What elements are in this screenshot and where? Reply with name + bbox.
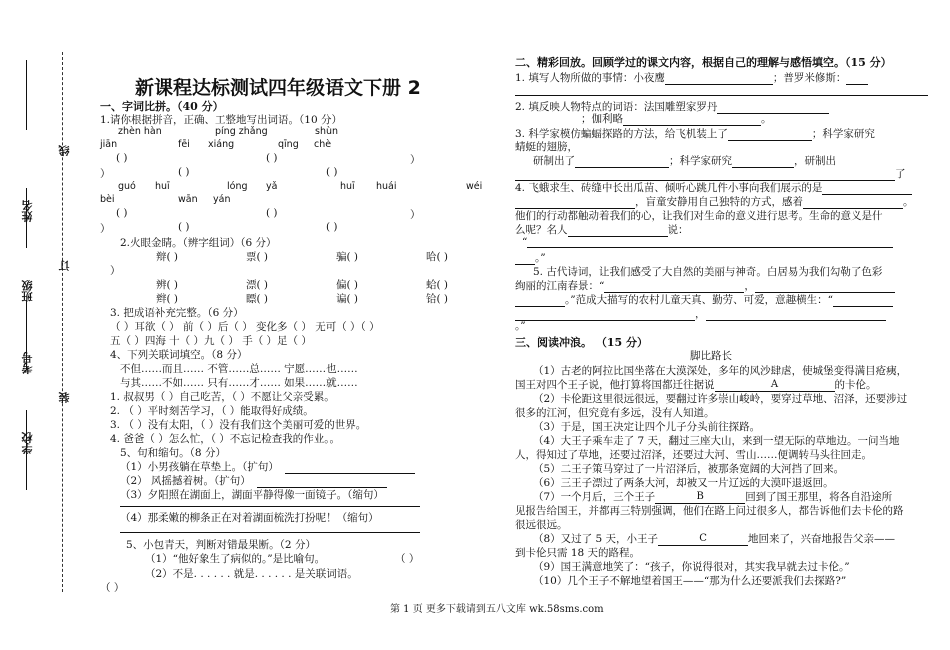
s2-q4d[interactable]: 么呢？名人 说：: [515, 224, 689, 236]
pinyin: zhèn hàn: [118, 126, 162, 137]
answer-paren: ）: [410, 154, 421, 166]
fill-2[interactable]: 2. （ ）平时刻苦学习，（ ）能取得好成绩。: [110, 405, 314, 417]
s2-q5: 5. 古代诗词，让我们感受了大自然的美丽与神奇。白居易为我们勾勒了色彩: [533, 266, 883, 278]
margin-ding: 订: [58, 260, 71, 271]
answer-brackets[interactable]: ( ): [116, 207, 128, 219]
char-group[interactable]: 辫( ): [156, 293, 179, 305]
s2-q5b[interactable]: 绚丽的江南春景：“ ，: [515, 278, 895, 293]
s2-q2[interactable]: 2. 填反映人物特点的词语：法国雕塑家罗丹: [515, 99, 829, 114]
s2-q5e[interactable]: 。”: [515, 320, 526, 332]
s1-q1: 1.请你根据拼音，正确、工整地写出词语。（10 分）: [100, 114, 342, 126]
pinyin: huái: [376, 181, 397, 192]
answer-brackets[interactable]: ( ): [116, 152, 128, 164]
answer-paren: ）: [410, 209, 421, 221]
s2-q4[interactable]: 4. 飞蛾求生、砖缝中长出瓜苗、倾听心跳几件小事向我们展示的是: [515, 180, 912, 195]
idiom-line-1[interactable]: （ ）耳欲（ ） 前（ ）后（ ） 变化多（ ） 无可（ ）（ ）: [110, 321, 380, 333]
margin-xuexiao: 学校: [21, 432, 34, 454]
s2-q3c: 蜻蜓的翅膀，: [515, 141, 578, 153]
para-6: （6）三王子漂过了两条大河，却被又一片辽远的大漠吓退返回。: [533, 477, 834, 489]
s2-q5d[interactable]: ，: [515, 306, 886, 321]
para-2a: （2）卡伦距这里很远很远，要翻过许多崇山峻岭，要穿过草地、沼泽，还要涉过: [533, 393, 908, 405]
para-9: （9）国王满意地笑了：“孩子，你说得很对，其实我早就去过卡伦。”: [533, 561, 850, 573]
margin-banji: 班级: [21, 280, 34, 302]
s2-q3g[interactable]: 了: [515, 166, 906, 181]
margin-xian: 线: [58, 145, 71, 156]
para-1a: （1）古老的阿拉比国坐落在大漠深处，多年的风沙肆虐，使城堡变得满目疮痍，: [533, 365, 908, 377]
para-7d: 很远很远。: [515, 519, 568, 531]
para-7a[interactable]: （7）一个月后，三个王子 B 回到了国王那里，将各自沿途所: [533, 491, 893, 503]
s3-heading: 三、阅读冲浪。 （15 分）: [515, 336, 648, 349]
name-line-segment: [26, 60, 27, 130]
answer-brackets[interactable]: ( ): [266, 207, 278, 219]
sentence-1[interactable]: （1）小男孩躺在草垫上。（扩句）: [120, 459, 415, 474]
pinyin: wéi: [466, 181, 483, 192]
page-title: 新课程达标测试四年级语文下册 2: [135, 77, 421, 99]
story-title: 脚比路长: [690, 350, 732, 362]
answer-brackets[interactable]: ( ): [266, 152, 278, 164]
pinyin: píng zhǎng: [215, 126, 268, 137]
char-group[interactable]: 辩( ): [156, 251, 179, 263]
margin-kaohao: 考号: [21, 352, 34, 374]
judge-1: （1）“他好象生了病似的。”是比喻句。: [145, 553, 326, 565]
s2-heading: 二、精彩回放。回顾学过的课文内容，根据自己的理解与感悟填空。（15 分）: [515, 56, 892, 69]
s1-q3: 3. 把成语补充完整。（6 分）: [110, 307, 244, 319]
answer-brackets[interactable]: ( ): [178, 166, 190, 178]
pinyin: huī: [155, 181, 170, 192]
para-4a: （4）大王子乘车走了 7 天，翻过三座大山，来到一望无际的草地边。一问当地: [533, 435, 900, 447]
s2-q2b[interactable]: ；伽利略 。: [581, 113, 772, 125]
judge-2: （2）不是. . . . . . 就是. . . . . . 是关联词语。: [145, 568, 358, 580]
char-group[interactable]: 票( ): [246, 251, 269, 263]
s2-q5c[interactable]: 。”范成大描写的农村儿童天真、勤劳、可爱，意趣横生：“: [515, 292, 893, 307]
s2-q4-quote-end[interactable]: 。”: [515, 250, 546, 265]
pinyin: huī: [340, 181, 355, 192]
pinyin: yán: [213, 194, 231, 205]
para-4b: 人，得知过了草地，还要过沼泽，还要过大河、雪山……便调转马头往回走。: [515, 449, 872, 461]
char-group[interactable]: 蛤( ): [426, 279, 449, 291]
answer-line[interactable]: [120, 532, 420, 533]
char-group[interactable]: 骗( ): [336, 251, 359, 263]
char-group[interactable]: 漂( ): [246, 279, 269, 291]
answer-brackets[interactable]: ( ): [326, 166, 338, 178]
fill-1[interactable]: 1. 叔叔男（ ）自己吃苦，（ ）不愿让父亲受累。: [110, 391, 335, 403]
s1-q2: 2.火眼金睛。（辨字组词）（6 分）: [120, 237, 277, 249]
s2-q1[interactable]: 1. 填写人物所做的事情：小夜鹰 ；普罗米修斯：: [515, 70, 868, 85]
conj-list-1: 不但……而且…… 不管……总…… 宁愿……也……: [120, 363, 358, 375]
answer-brackets[interactable]: ( ): [178, 221, 190, 233]
answer-line[interactable]: [120, 506, 420, 507]
s2-q4c: 他们的行动都触动着我们的心，让我们对生命的意义进行思考。生命的意义是什: [515, 210, 883, 222]
judge-1-answer[interactable]: （ ）: [395, 553, 420, 565]
sentence-2[interactable]: （2） 风摇撼着树。（扩句）: [120, 473, 387, 488]
pinyin: fēi: [178, 139, 190, 150]
s2-q3[interactable]: 3. 科学家模仿蝙蝠探路的方法，给飞机装上了 ；科学家研究: [515, 128, 875, 140]
pinyin: xiáng: [208, 139, 235, 150]
para-5: （5）二王子策马穿过了一片沼泽后，被那条宽阔的大河挡了回来。: [533, 463, 845, 475]
page-footer: 第 1 页 更多下载请到五八文库 wk.58sms.com: [390, 604, 604, 615]
s2-q4b[interactable]: ，盲童安静用自己独特的方式，感着 。: [515, 194, 914, 209]
pinyin: guó: [118, 181, 136, 192]
char-group[interactable]: 铪( ): [426, 293, 449, 305]
para-3: （3）于是，国王决定让四个儿子分头前往探路。: [533, 421, 761, 433]
fill-4[interactable]: 4. 爸爸（ ）怎么忙，（ ）不忘记检查我的作业。。: [110, 433, 341, 445]
pinyin: qīng: [278, 139, 299, 150]
s1-q5: 5、句和缩句。（8 分）: [120, 447, 226, 459]
answer-line[interactable]: [515, 95, 928, 96]
para-2b: 很多的江河，但究竟有多远，没有人知道。: [515, 407, 715, 419]
para-8a[interactable]: （8）又过了 5 天，小王子 C 地回来了，兴奋地报告父亲——: [533, 533, 896, 545]
margin-zhuang: 装: [58, 392, 71, 403]
sentence-4: （4）那柔嫩的柳条正在对着湖面梳洗打扮呢！（缩句）: [120, 512, 379, 524]
s1-q6: 5、小包青天，判断对错最果断。（2 分）: [126, 539, 316, 551]
char-group[interactable]: 瞟( ): [246, 293, 269, 305]
para-8c: 到卡伦只需 18 天的路程。: [515, 547, 641, 559]
answer-brackets[interactable]: ( ): [326, 221, 338, 233]
pinyin: jiān: [100, 139, 118, 150]
idiom-line-2[interactable]: 五（ ）四海 十（ ）九（ ） 手（ ）足（ ）: [110, 335, 312, 347]
judge-2-answer[interactable]: （ ）: [100, 582, 125, 594]
s1-q4: 4、下列关联词填空。（8 分）: [110, 349, 248, 361]
pinyin: shùn: [315, 126, 339, 137]
answer-paren: ）: [100, 223, 111, 235]
binding-dashed-line: [62, 52, 63, 592]
s1-heading: 一、字词比拼。（40 分）: [100, 100, 224, 113]
char-group[interactable]: 哈( ): [426, 251, 449, 263]
pinyin: wān: [178, 194, 198, 205]
char-group[interactable]: 辨( ): [156, 279, 179, 291]
para-7c: 见报告给国王，并都再三特别强调，他们在路上问过很多人，都告诉他们去卡伦的路: [515, 505, 904, 517]
s2-q3d[interactable]: 研制出了 ；科学家研究 ，研制出: [533, 155, 836, 167]
answer-paren: ）: [110, 265, 121, 277]
pinyin: bèi: [100, 194, 115, 205]
para-1b[interactable]: 国王对四个王子说，他打算将国都迁往据说 A 的卡伦。: [515, 379, 877, 391]
sentence-3: （3）夕阳照在湖面上，湖面平静得像一面镜子。（缩句）: [120, 489, 384, 501]
pinyin: lóng: [227, 181, 248, 192]
conj-list-2: 与其……不如…… 只有……才…… 如果……就……: [120, 377, 358, 389]
para-10: （10）几个王子不解地望着国王——“那为什么还要派我们去探路?”: [533, 575, 847, 587]
s2-q4-quote[interactable]: “: [522, 236, 893, 248]
pinyin: chè: [314, 139, 332, 150]
char-group[interactable]: 谝( ): [336, 293, 359, 305]
margin-xingming: 姓名: [21, 200, 34, 222]
answer-paren: ）: [100, 168, 111, 180]
char-group[interactable]: 偏( ): [336, 279, 359, 291]
pinyin: yǎ: [266, 181, 278, 192]
fill-3[interactable]: 3. （ ）没有太阳，（ ）没有我们这个美丽可爱的世界。: [110, 419, 367, 431]
